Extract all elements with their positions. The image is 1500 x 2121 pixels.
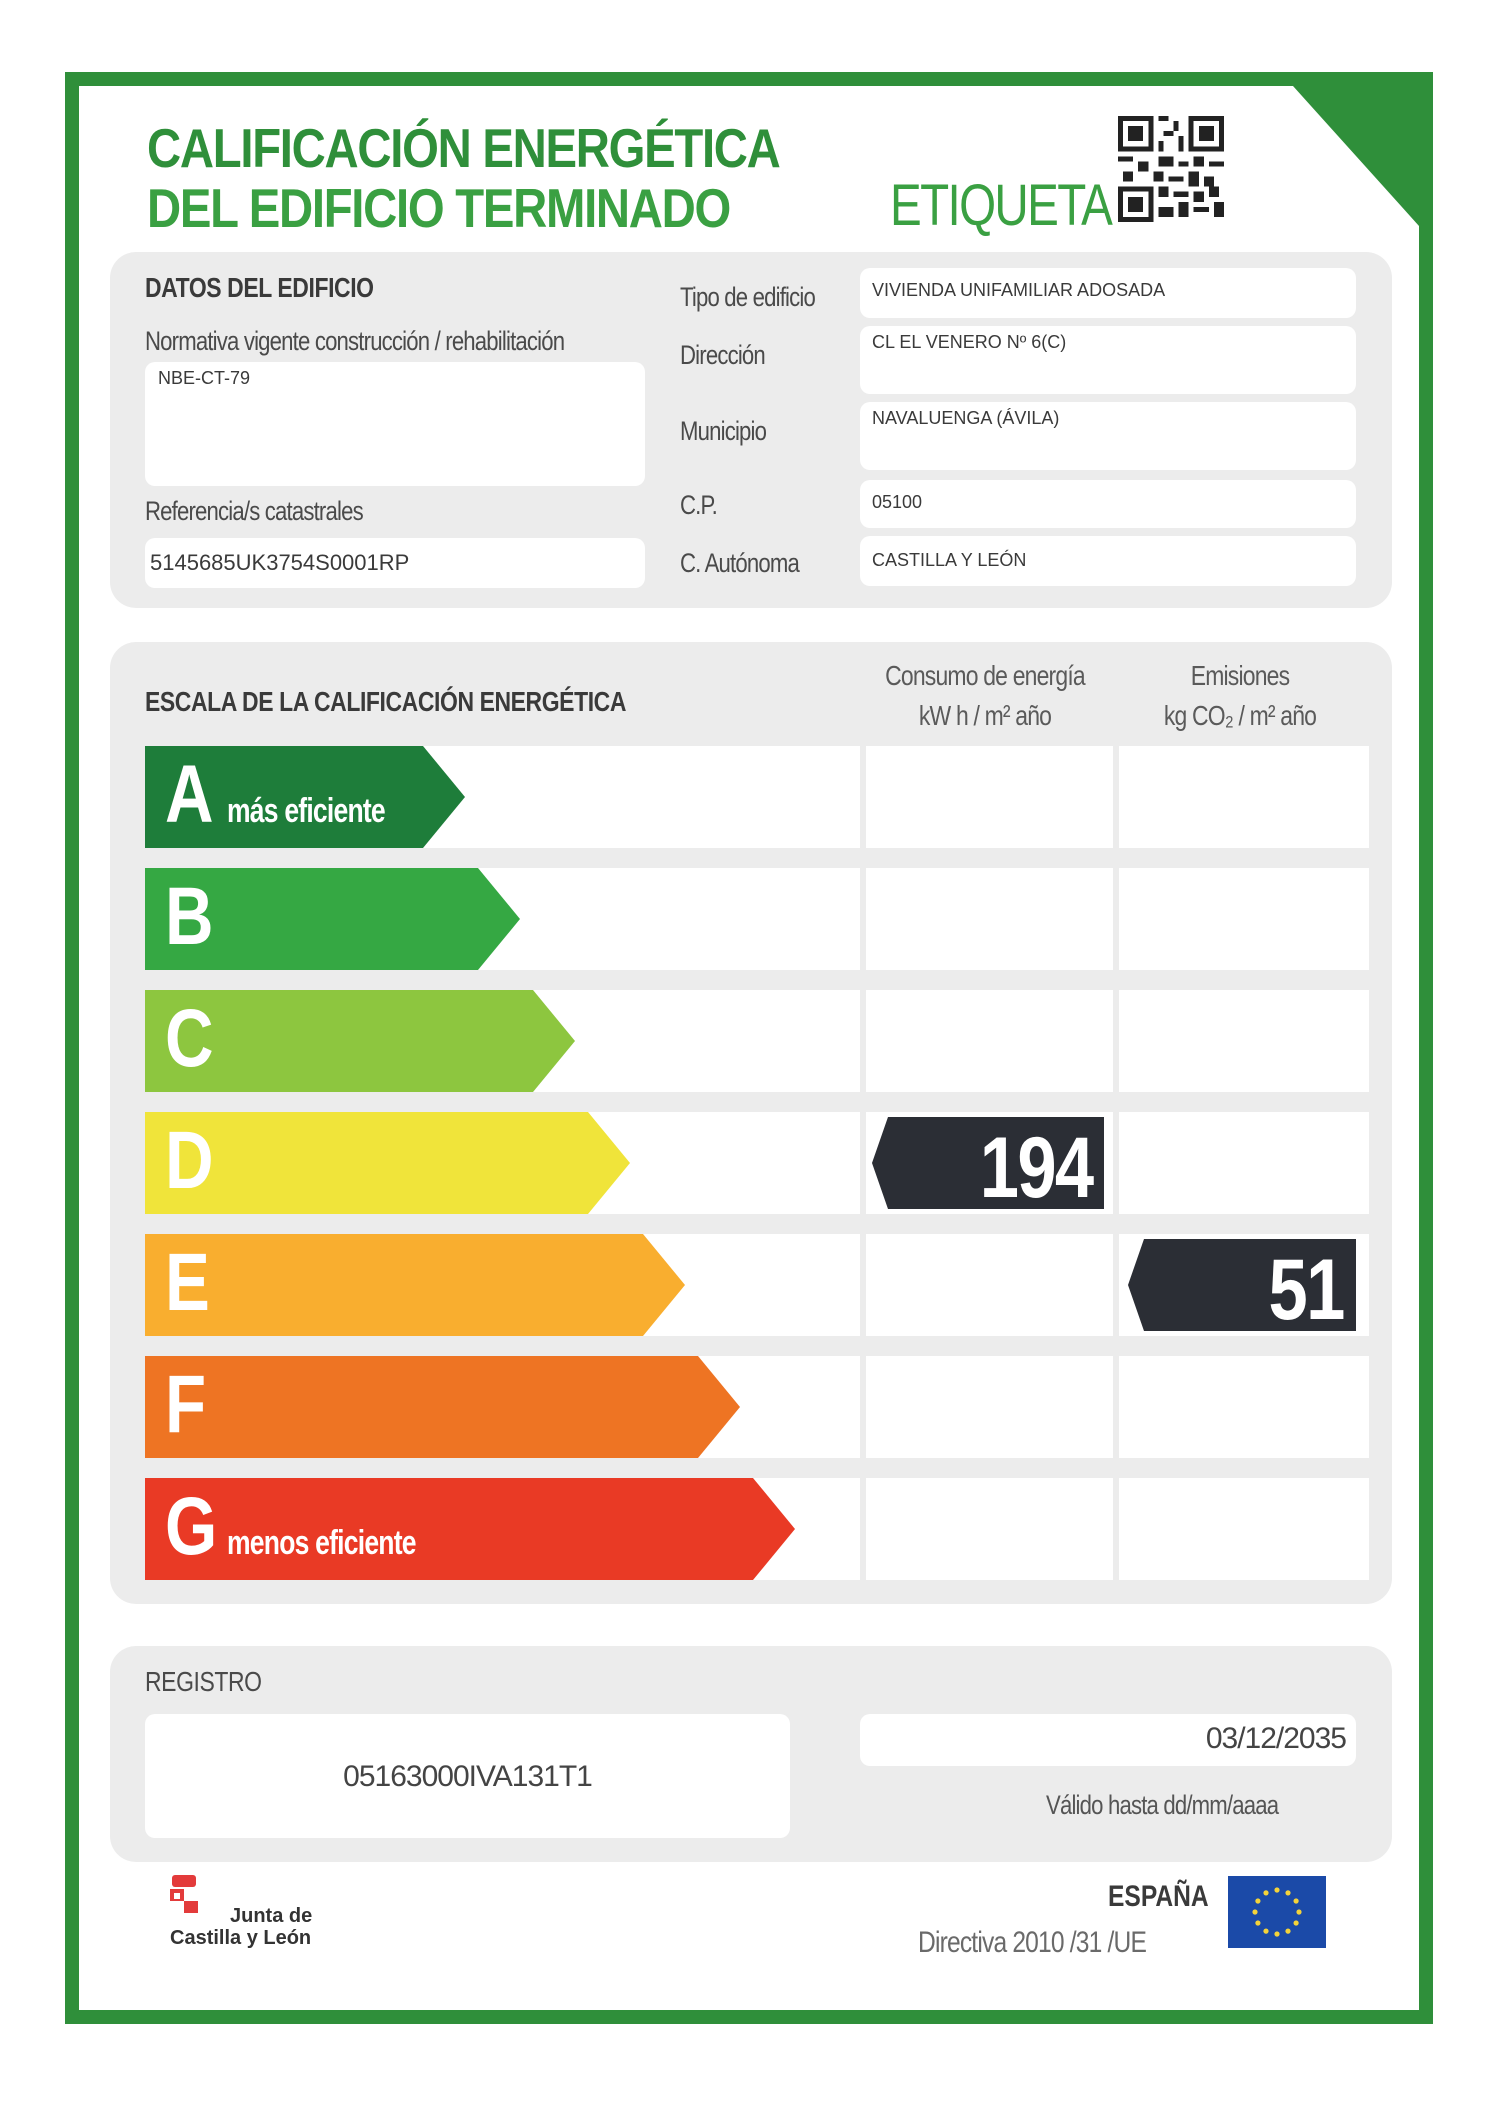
class-bar-a — [145, 746, 465, 848]
registro-number: 05163000IVA131T1 — [343, 1760, 592, 1793]
field-value-autonoma: CASTILLA Y LEÓN — [872, 550, 1027, 570]
consumo-cell-b — [860, 868, 1114, 970]
class-bar-c — [145, 990, 575, 1092]
class-letter: E — [165, 1237, 210, 1328]
field-box-cp — [860, 480, 1356, 528]
energy-scale-title: ESCALA DE LA CALIFICACIÓN ENERGÉTICA — [145, 686, 627, 717]
class-letter: F — [165, 1359, 207, 1450]
field-label-cp: C.P. — [680, 490, 717, 520]
emisiones-cell-a — [1113, 746, 1369, 848]
emisiones-marker — [1128, 1239, 1356, 1338]
consumo-cell-c — [860, 990, 1114, 1092]
eu-flag-icon — [1228, 1876, 1326, 1948]
field-value-cp: 05100 — [872, 492, 923, 512]
building-data-title: DATOS DEL EDIFICIO — [145, 272, 374, 303]
emisiones-cell-g — [1113, 1478, 1369, 1580]
class-bar-g — [145, 1478, 795, 1580]
consumo-column-header — [883, 656, 1088, 736]
emisiones-header-line1: Emisiones — [1190, 660, 1290, 691]
class-letter: C — [165, 993, 214, 1084]
jcyl-line-2: Castilla y León — [170, 1927, 312, 1949]
emisiones-header-line2: kg CO₂ / m² año — [1163, 700, 1317, 731]
jcyl-line-1: Junta de — [230, 1905, 313, 1927]
consumo-cell-f — [860, 1356, 1114, 1458]
field-value-direccion: CL EL VENERO Nº 6(C) — [872, 332, 1067, 352]
class-letter: B — [165, 871, 214, 962]
field-value-municipio: NAVALUENGA (ÁVILA) — [872, 408, 1060, 428]
consumo-header-line2: kW h / m² año — [918, 700, 1052, 731]
field-value-tipo: VIVIENDA UNIFAMILIAR ADOSADA — [872, 280, 1166, 300]
page-title — [147, 118, 780, 238]
emisiones-cell-b — [1113, 868, 1369, 970]
class-letter: A — [165, 749, 214, 840]
class-sub-label: más eficiente — [227, 792, 385, 830]
field-label-municipio: Municipio — [680, 416, 767, 446]
consumo-cell-a — [860, 746, 1114, 848]
etiqueta-label: ETIQUETA — [890, 173, 1112, 238]
class-bar-d — [145, 1112, 630, 1214]
emisiones-cell-f — [1113, 1356, 1369, 1458]
valid-date: 03/12/2035 — [1205, 1722, 1346, 1755]
qr-code-icon[interactable] — [1118, 116, 1224, 222]
title-line-2: DEL EDIFICIO TERMINADO — [147, 177, 731, 239]
valid-label: Válido hasta dd/mm/aaaa — [1046, 1790, 1279, 1820]
corner-triangle — [1293, 86, 1419, 226]
consumo-marker-value: 194 — [979, 1120, 1092, 1216]
class-letter: D — [165, 1115, 214, 1206]
field-label-direccion: Dirección — [680, 340, 765, 370]
class-bar-b — [145, 868, 520, 970]
registro-title: REGISTRO — [145, 1666, 262, 1697]
normativa-label: Normativa vigente construcción / rehabilitación — [145, 326, 565, 356]
emisiones-cell-d — [1113, 1112, 1369, 1214]
emisiones-cell-c — [1113, 990, 1369, 1092]
consumo-cell-e — [860, 1234, 1114, 1336]
field-label-autonoma: C. Autónoma — [680, 548, 799, 578]
class-sub-label: menos eficiente — [227, 1524, 416, 1562]
normativa-value: NBE-CT-79 — [158, 368, 251, 388]
directiva-label: Directiva 2010 /31 /UE — [918, 1926, 1147, 1959]
class-letter: G — [165, 1481, 218, 1572]
consumo-marker — [872, 1117, 1104, 1216]
jcyl-logo-text — [170, 1905, 313, 1949]
emisiones-column-header — [1138, 656, 1343, 736]
referencia-label: Referencia/s catastrales — [145, 496, 363, 526]
emisiones-marker-value: 51 — [1268, 1242, 1344, 1338]
referencia-value: 5145685UK3754S0001RP — [150, 550, 410, 575]
class-bar-e — [145, 1234, 685, 1336]
title-line-1: CALIFICACIÓN ENERGÉTICA — [147, 117, 780, 179]
consumo-header-line1: Consumo de energía — [885, 660, 1085, 691]
class-bar-f — [145, 1356, 740, 1458]
field-label-tipo: Tipo de edificio — [680, 282, 815, 312]
espana-label: ESPAÑA — [1108, 1880, 1209, 1913]
consumo-cell-g — [860, 1478, 1114, 1580]
